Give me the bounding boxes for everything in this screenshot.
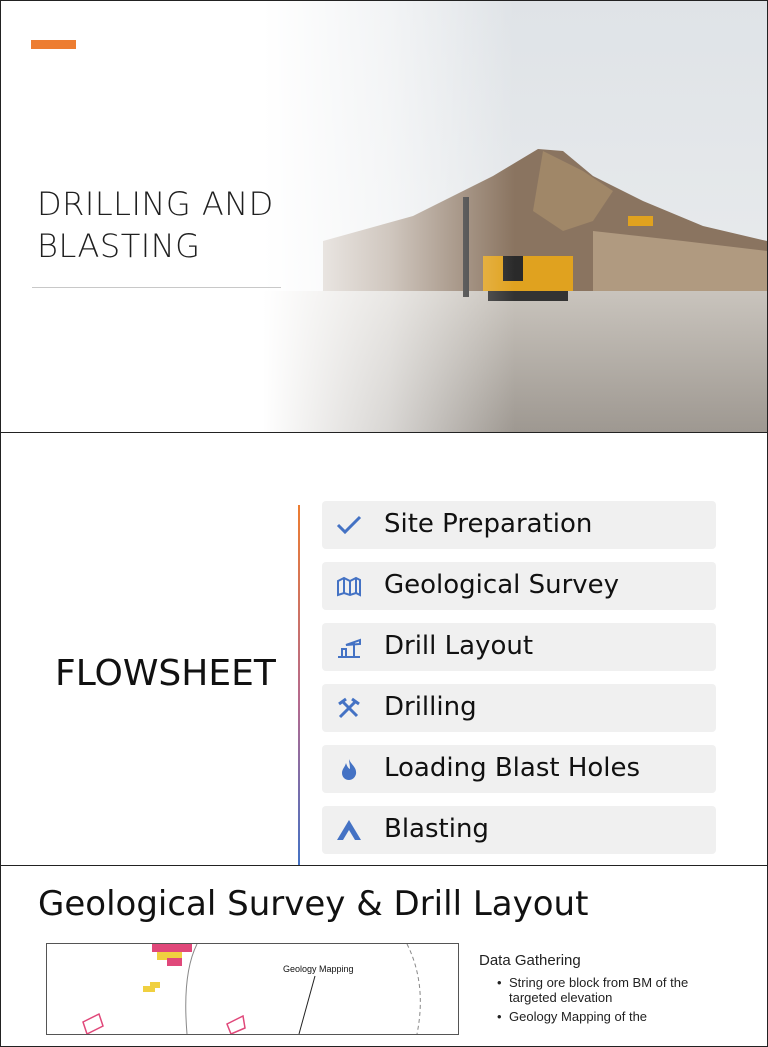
mountain-icon xyxy=(336,818,362,842)
step-label: Loading Blast Holes xyxy=(384,753,641,783)
step-drill-layout xyxy=(322,623,716,671)
title-line-1: DRILLING AND xyxy=(37,185,274,223)
step-label: Drilling xyxy=(384,692,477,722)
map-label: Geology Mapping xyxy=(283,964,354,974)
slide-title xyxy=(37,183,297,267)
survey-slide xyxy=(0,865,768,1047)
title-line-2: BLASTING xyxy=(37,227,201,265)
map-icon xyxy=(336,574,362,598)
title-divider xyxy=(32,287,281,288)
bullet-item: • String ore block from BM of the targeted elevation xyxy=(509,975,729,1005)
checkmark-icon xyxy=(336,513,362,537)
step-loading-blast-holes xyxy=(322,745,716,793)
slide-title: Geological Survey & Drill Layout xyxy=(38,884,589,924)
title-slide xyxy=(0,0,768,433)
vertical-divider xyxy=(298,505,300,865)
mining-site-photo xyxy=(263,1,767,432)
step-site-preparation xyxy=(322,501,716,549)
step-drilling xyxy=(322,684,716,732)
step-label: Geological Survey xyxy=(384,570,620,600)
step-label: Blasting xyxy=(384,814,489,844)
step-label: Site Preparation xyxy=(384,509,593,539)
data-gathering-heading: Data Gathering xyxy=(479,952,581,969)
flowsheet-slide xyxy=(0,432,768,866)
hammer-pick-icon xyxy=(336,696,362,720)
step-label: Drill Layout xyxy=(384,631,534,661)
fire-icon xyxy=(336,757,362,781)
step-geological-survey xyxy=(322,562,716,610)
oil-pump-icon xyxy=(336,635,362,659)
accent-bar xyxy=(31,40,76,49)
geology-map xyxy=(46,943,459,1035)
map-drawing xyxy=(47,944,458,1034)
slide-title: FLOWSHEET xyxy=(55,653,276,694)
bullet-item: • Geology Mapping of the xyxy=(509,1009,729,1024)
step-blasting xyxy=(322,806,716,854)
